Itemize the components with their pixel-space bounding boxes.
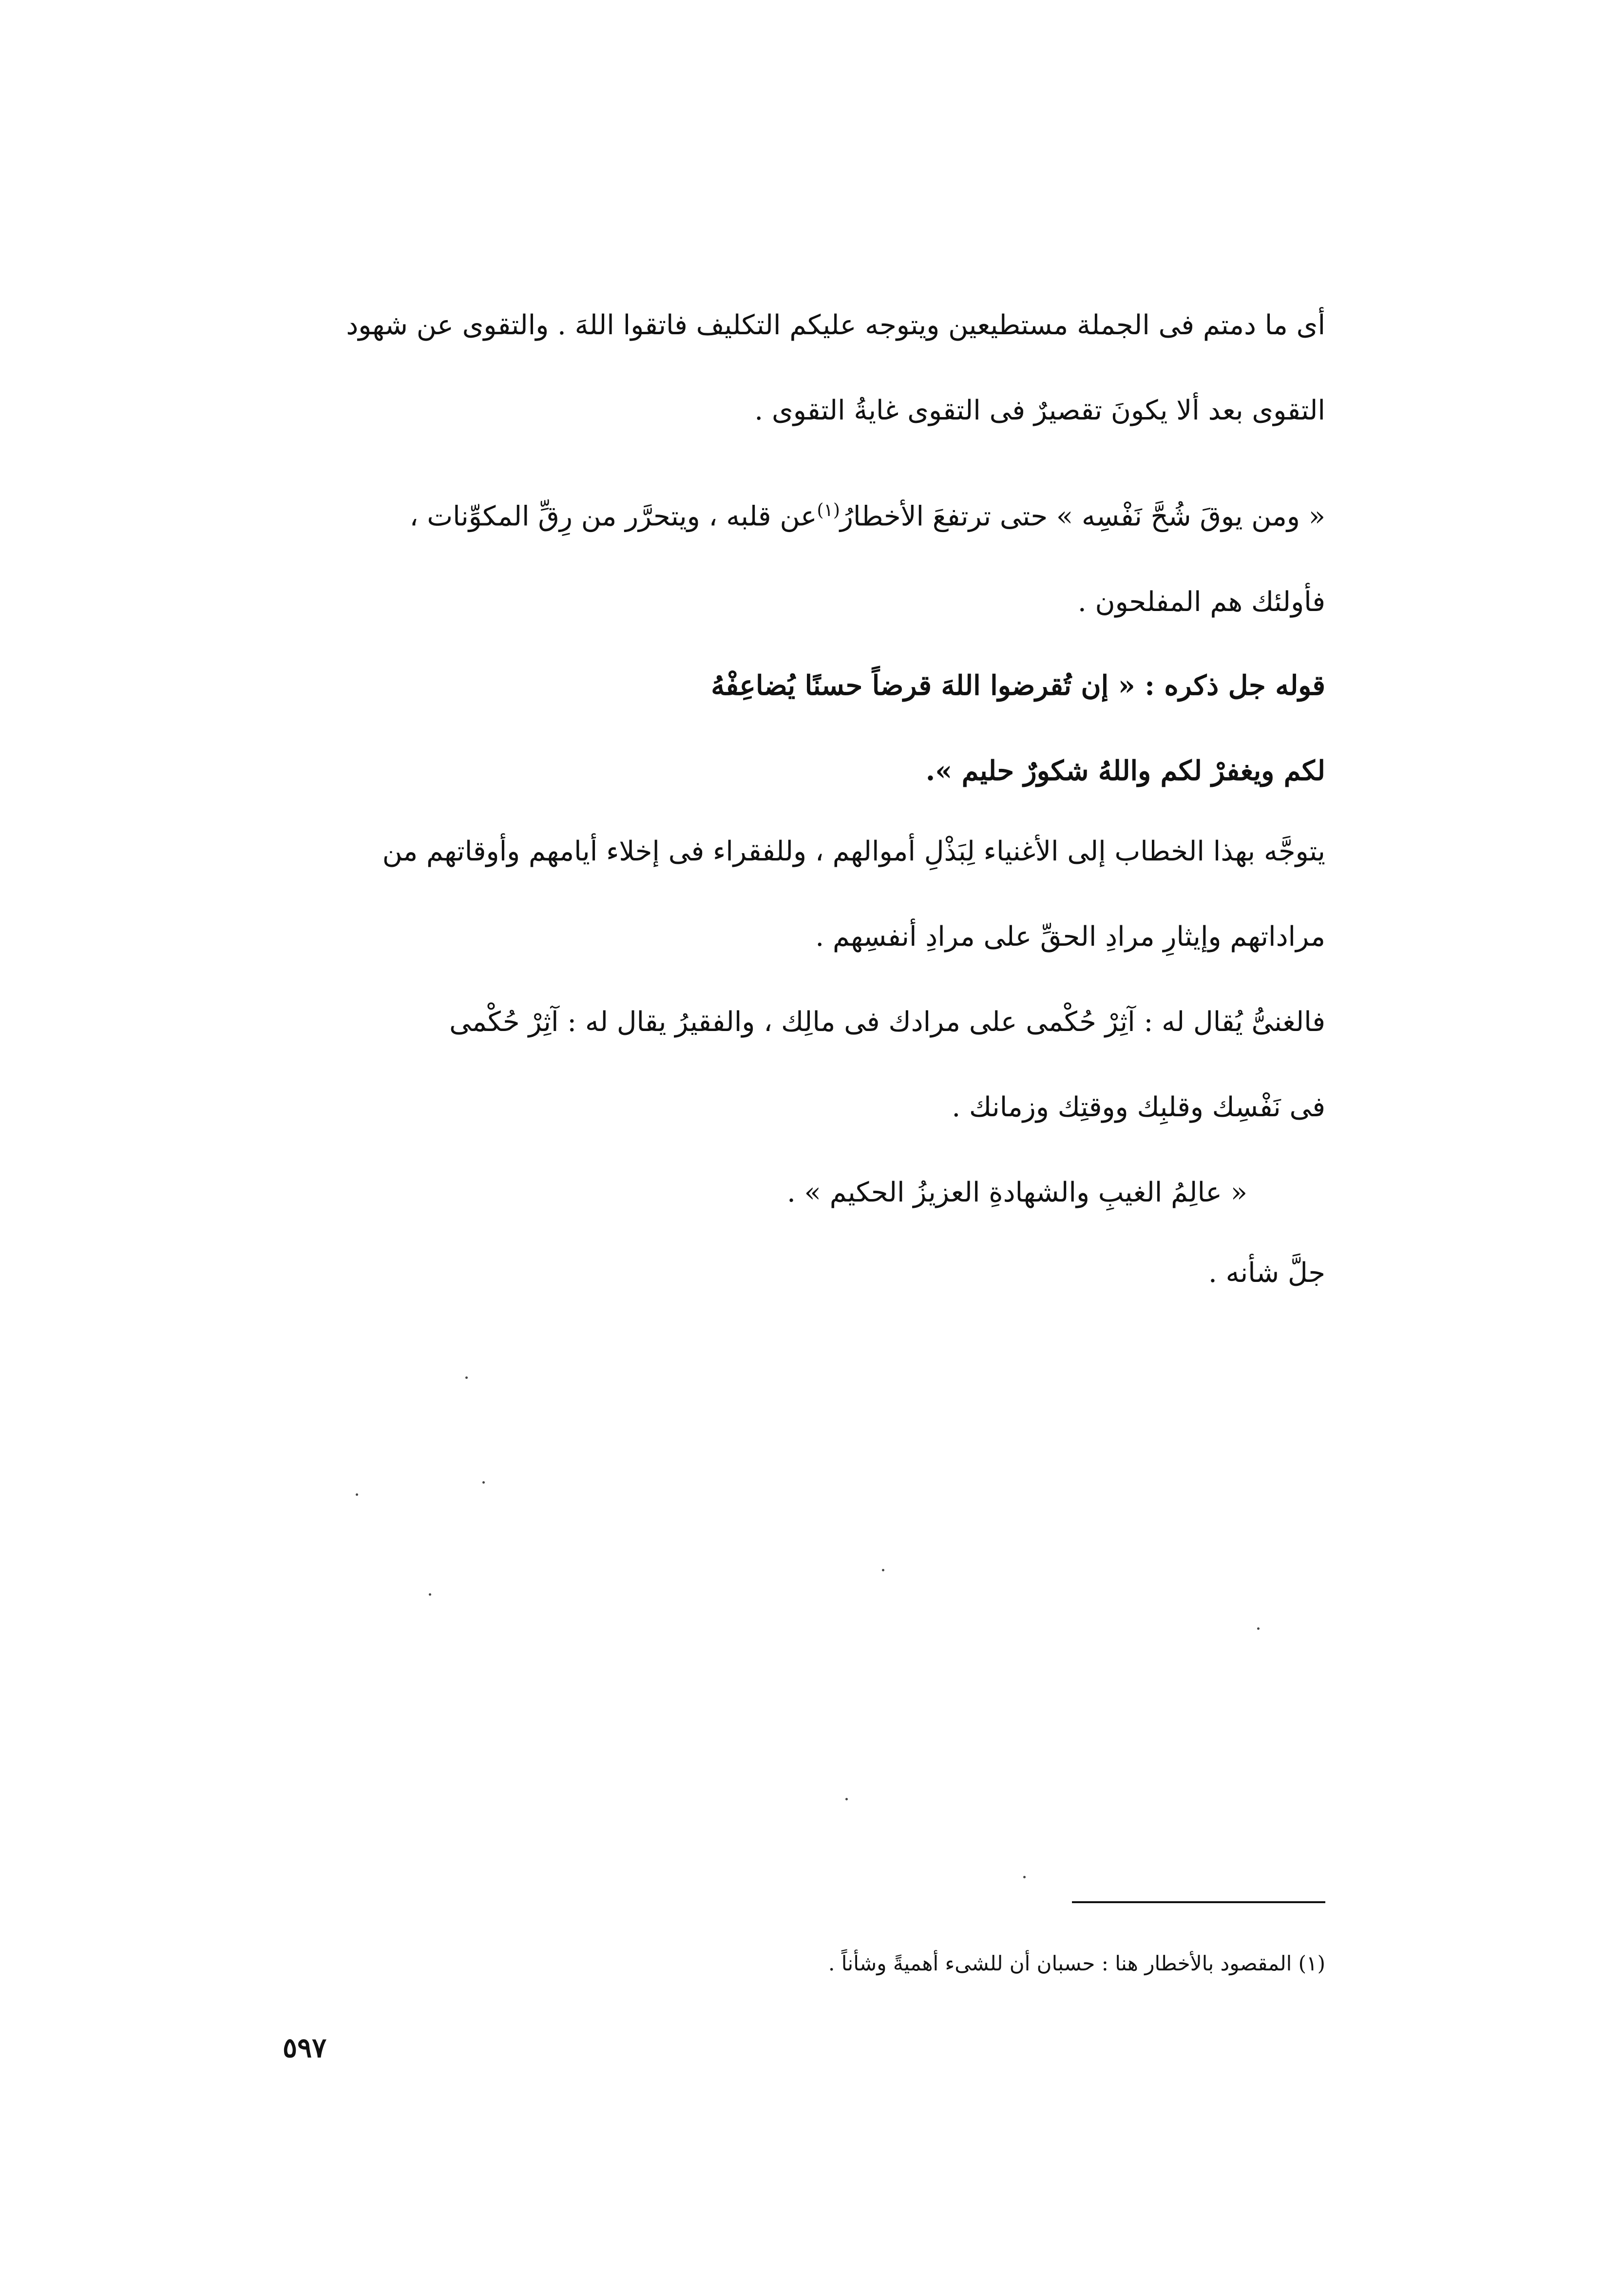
paragraph-7-line-1: جلَّ شأنه . [1208,1257,1325,1289]
paragraph-2-line-2: فأولئك هم المفلحون . [1077,586,1325,618]
scan-speck [1257,1627,1260,1630]
scan-speck [465,1376,468,1379]
paragraph-1-line-1: أى ما دمتم فى الجملة مستطيعين ويتوجه عليكم التكليف فاتقوا اللهَ . والتقوى عن شهود [346,309,1325,341]
paragraph-5-line-2: فى نَفْسِك وقلبِك ووقتِك وزمانك . [952,1091,1325,1123]
paragraph-6-quran-verse [283,1150,1247,1235]
paragraph-2-text-a: « ومن يوقَ شُحَّ نَفْسِه » حتى ترتفعَ الأخطارُ [840,500,1325,533]
paragraph-2 [283,468,1325,645]
paragraph-1 [283,283,1325,453]
page-number: ٥٩٧ [283,2032,327,2064]
scan-speck [356,1493,358,1496]
paragraph-4-line-1: يتوجَّه بهذا الخطاب إلى الأغنياء لِبَذْلِ أموالهم ، وللفقراء فى إخلاء أيامهم وأوقاتهم من [382,836,1325,867]
paragraph-4 [283,809,1325,979]
paragraph-3-line-1: قوله جل ذكره : « إن تُقرضوا اللهَ قرضاً حسنًا يُضاعِفْهُ [711,669,1325,702]
paragraph-4-line-2: مراداتهم وإيثارِ مرادِ الحقِّ على مرادِ أنفسِهم . [815,921,1325,953]
scan-speck [882,1569,884,1571]
paragraph-3-line-2: لكم ويغفرْ لكم واللهُ شكورٌ حليم ». [925,755,1325,787]
paragraph-3-quran-verse [283,643,1325,814]
footnote-marker[interactable]: (١) [817,500,840,520]
paragraph-1-line-2: التقوى بعد ألا يكونَ تقصيرٌ فى التقوى غايةُ التقوى . [754,395,1325,426]
footnote: (١) المقصود بالأخطار هنا : حسبان أن للشىء أهميةً وشأناً . [828,1951,1325,1975]
scan-speck [845,1798,848,1800]
scan-speck [1023,1876,1026,1878]
paragraph-7 [283,1230,1325,1316]
footnote-divider [1072,1901,1325,1903]
scan-speck [482,1481,485,1484]
paragraph-2-text-b: عن قلبه ، ويتحرَّر من رِقِّ المكوِّنات ، [409,500,817,533]
paragraph-5-line-1: فالغنىُّ يُقال له : آثِرْ حُكْمى على مرادك فى مالِك ، والفقيرُ يقال له : آثِرْ حُكْمى [449,1006,1325,1038]
paragraph-6-line-1: « عالِمُ الغيبِ والشهادةِ العزيزُ الحكيم » . [787,1177,1247,1208]
paragraph-5 [283,979,1325,1150]
paragraph-2-line-1 [283,468,1325,559]
scan-speck [429,1593,431,1596]
